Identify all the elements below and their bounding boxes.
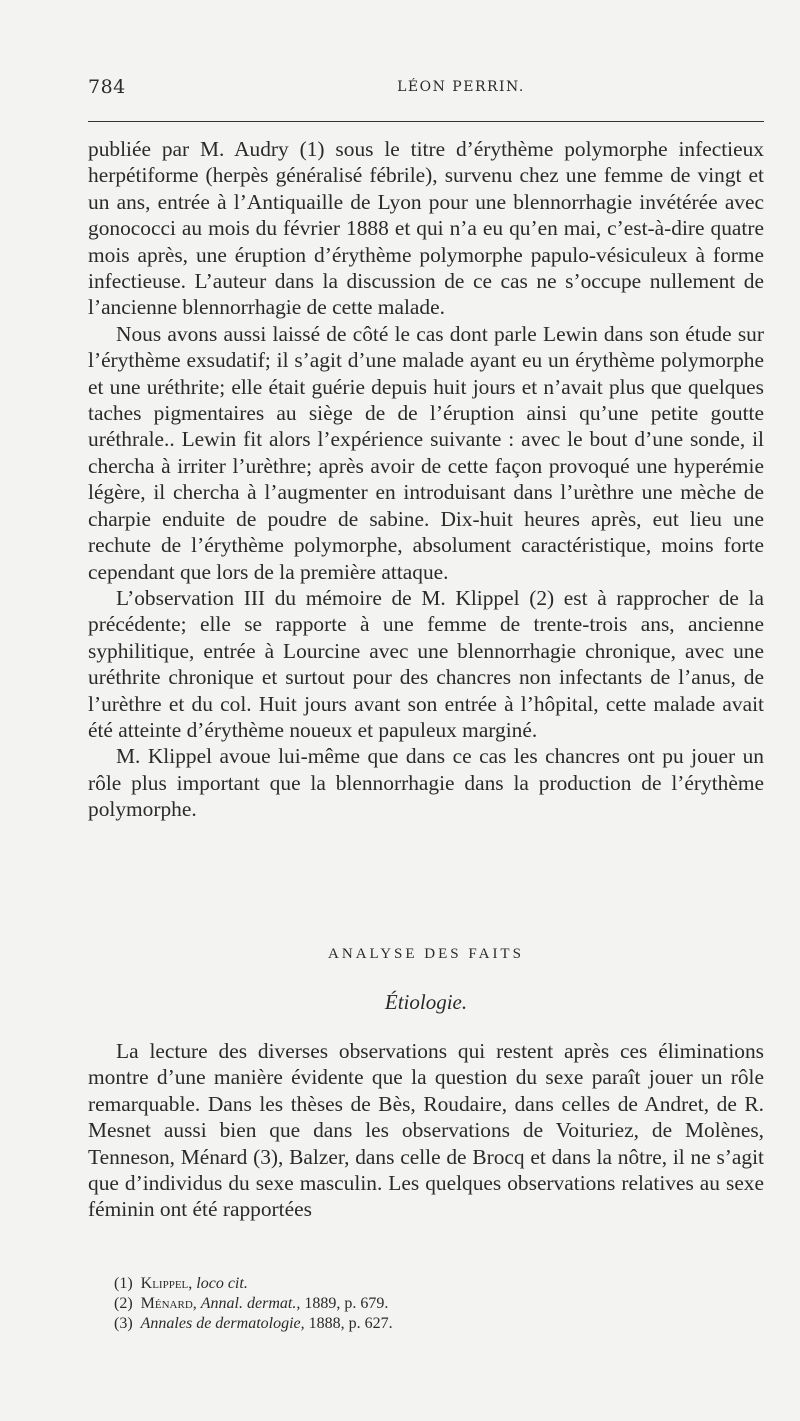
footnote-number: (1): [114, 1275, 133, 1292]
footnote-reference: loco cit.: [196, 1275, 248, 1292]
subsection-heading: Étiologie.: [384, 990, 468, 1014]
footnote-details: 1888, p. 627.: [308, 1315, 393, 1332]
body-text-bottom: [88, 1038, 764, 1223]
paragraph: publiée par M. Audry (1) sous le titre d’érythème polymorphe infectieux herpétiforme (herpès généralisé fébrile), survenu chez une femme de vingt et un ans, entrée à l’Antiquaille de Lyon pour une blennorrhagie invétérée avec gonococci au mois du février 1888 et qui n’a eu qu’en mai, c’est-à-dire quatre mois après, une éruption d’érythème polymorphe papulo-vésiculeux à forme infectieuse. L’auteur dans la discussion de ce cas ne s’occupe nullement de l’ancienne blennorrhagie de cette malade.: [88, 137, 764, 320]
footnote: [114, 1314, 764, 1334]
paragraph: L’observation III du mémoire de M. Klippel (2) est à rapprocher de la précédente; elle se rapporte à une femme de trente-trois ans, ancienne syphilitique, entrée à Lourcine avec une blennorrhagie chronique, avec une uréthrite chronique et surtout pour des chancres non infectants de l’anus, de l’urèthre et du col. Huit jours avant son entrée à l’hôpital, cette malade avait été atteinte d’érythème noueux et papuleux marginé.: [88, 585, 764, 742]
running-head: LÉON PERRIN.: [397, 79, 525, 95]
section-heading: ANALYSE DES FAITS: [328, 946, 524, 962]
footnote-number: (3): [114, 1315, 133, 1332]
page-header: [88, 76, 764, 106]
paragraph: M. Klippel avoue lui-même que dans ce cas les chancres ont pu jouer un rôle plus important que la blennorrhagie dans la production de l’érythème polymorphe.: [88, 744, 764, 822]
page-number: 784: [88, 76, 126, 98]
paragraph: Nous avons aussi laissé de côté le cas dont parle Lewin dans son étude sur l’érythème exsudatif; il s’agit d’une malade ayant eu un érythème polymorphe et une uréthrite; elle était guérie depuis huit jours et n’avait plus que quelques taches pigmentaires au siège de de l’éruption ainsi qu’une petite goutte uréthrale.. Lewin fit alors l’expérience suivante : avec le bout d’une sonde, il chercha à irriter l’urèthre; après avoir de cette façon provoqué une hyperémie légère, il chercha à l’augmenter en introduisant dans l’urèthre une mèche de charpie enduite de poudre de sabine. Dix-huit heures après, eut lieu une rechute de l’érythème polymorphe, absolument caractéristique, moins forte cependant que lors de la première attaque.: [88, 321, 764, 584]
footnote-author: Klippel,: [140, 1275, 193, 1292]
footnote: [114, 1274, 764, 1294]
body-text-top: [88, 136, 764, 823]
footnote: [114, 1294, 764, 1314]
footnote-reference: Annal. dermat.,: [200, 1295, 301, 1312]
footnote-details: 1889, p. 679.: [304, 1295, 389, 1312]
footnote-reference: Annales de dermatologie,: [140, 1315, 305, 1332]
header-rule: [88, 121, 764, 122]
footnotes: [114, 1274, 764, 1334]
footnote-author: Ménard,: [140, 1295, 197, 1312]
footnote-number: (2): [114, 1295, 133, 1312]
paragraph: La lecture des diverses observations qui restent après ces éliminations montre d’une manière évidente que la question du sexe paraît jouer un rôle remarquable. Dans les thèses de Bès, Roudaire, dans celles de Andret, de R. Mesnet aussi bien que dans les observations de Voituriez, de Molènes, Tenneson, Ménard (3), Balzer, dans celle de Brocq et dans la nôtre, il ne s’agit que d’individus du sexe masculin. Les quelques observations relatives au sexe féminin ont été rapportées: [88, 1039, 764, 1222]
